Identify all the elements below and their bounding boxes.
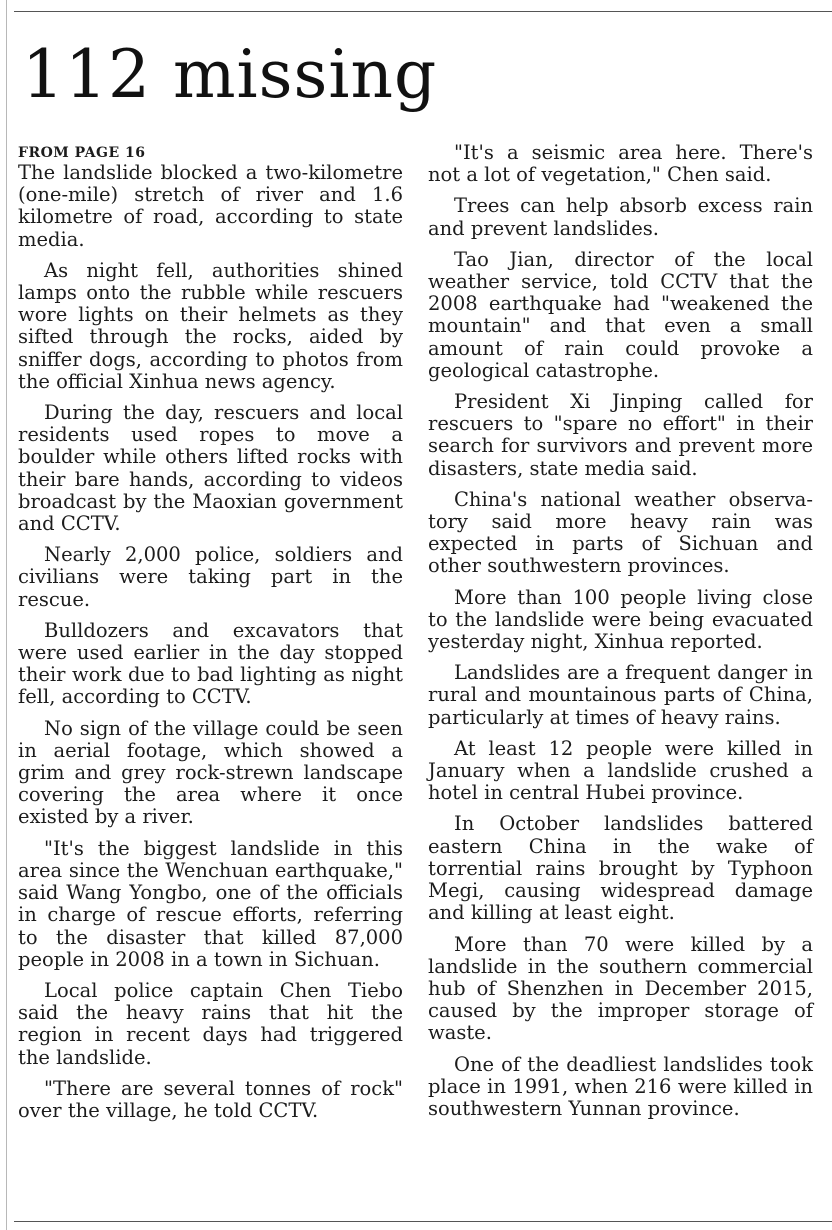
headline: 112 missing: [22, 36, 438, 113]
continuation-kicker: FROM PAGE 16: [18, 145, 146, 161]
paragraph: Landslides are a frequent danger in rural and mountainous parts of China, particularly at times of heavy rains.: [428, 661, 813, 729]
paragraph: Nearly 2,000 police, soldiers and civilians were taking part in the rescue.: [18, 543, 403, 611]
paragraph: More than 100 people living close to the landslide were being evacuated yesterday night, Xinhua reported.: [428, 585, 813, 654]
bottom-rule: [14, 1221, 832, 1222]
article-column-left: [18, 144, 403, 1131]
paragraph: As night fell, authorities shined lamps onto the rubble while rescuers wore lights on their helmets as they sifted through the rocks, aided by sniffer dogs, according to photos from the official Xinhua news agency.: [18, 258, 403, 393]
paragraph: "It's the biggest landslide in this area since the Wenchuan earthquake," said Wang Yongbo, one of the officials in charge of rescue efforts, referring to the disaster that killed 87,000 people in 2008 in a town in Sichuan.: [18, 836, 403, 971]
top-rule: [14, 11, 832, 12]
paragraph: More than 70 were killed by a landslide in the southern commercial hub of Shenzhen in December 2015, caused by the improper storage of waste.: [428, 932, 813, 1045]
paragraph: The landslide blocked a two-kilometre (one-mile) stretch of river and 1.6 kilometre of road, according to state media.: [18, 161, 403, 251]
paragraph: One of the deadliest landslides took place in 1991, when 216 were killed in southwestern Yunnan province.: [428, 1052, 813, 1120]
paragraph: President Xi Jinping called for rescuers to "spare no effort" in their search for survivors and prevent more disasters, state media said.: [428, 390, 813, 480]
page-left-border: [6, 0, 7, 1230]
paragraph: No sign of the village could be seen in aerial footage, which showed a grim and grey rock-strewn landscape covering the area where it once existed by a river.: [18, 716, 403, 829]
paragraph: Tao Jian, director of the local weather service, told CCTV that the 2008 earthquake had "weakened the mountain" and that even a small amount of rain could provoke a geological catastrophe.: [428, 247, 813, 382]
paragraph: Trees can help absorb excess rain and prevent landslides.: [428, 194, 813, 240]
paragraph: China's national weather observatory said more heavy rain was expected in parts of Sichuan and other southwestern provinces.: [428, 487, 813, 578]
paragraph: During the day, rescuers and local residents used ropes to move a boulder while others lifted rocks with their bare hands, according to videos broadcast by the Maoxian government and CCTV.: [18, 401, 403, 536]
paragraph: Bulldozers and excavators that were used earlier in the day stopped their work due to bad lighting as night fell, according to CCTV.: [18, 618, 403, 709]
paragraph: Local police captain Chen Tiebo said the heavy rains that hit the region in recent days had triggered the landslide.: [18, 978, 403, 1069]
paragraph: In October landslides battered eastern China in the wake of torrential rains brought by Typhoon Megi, causing widespread damage and killing at least eight.: [428, 812, 813, 925]
article-column-right: [428, 142, 813, 1129]
paragraph: "It's a seismic area here. There's not a lot of vegetation," Chen said.: [428, 141, 813, 187]
paragraph: At least 12 people were killed in January when a landslide crushed a hotel in central Hubei province.: [428, 736, 813, 805]
paragraph: "There are several tonnes of rock" over the village, he told CCTV.: [18, 1076, 403, 1122]
